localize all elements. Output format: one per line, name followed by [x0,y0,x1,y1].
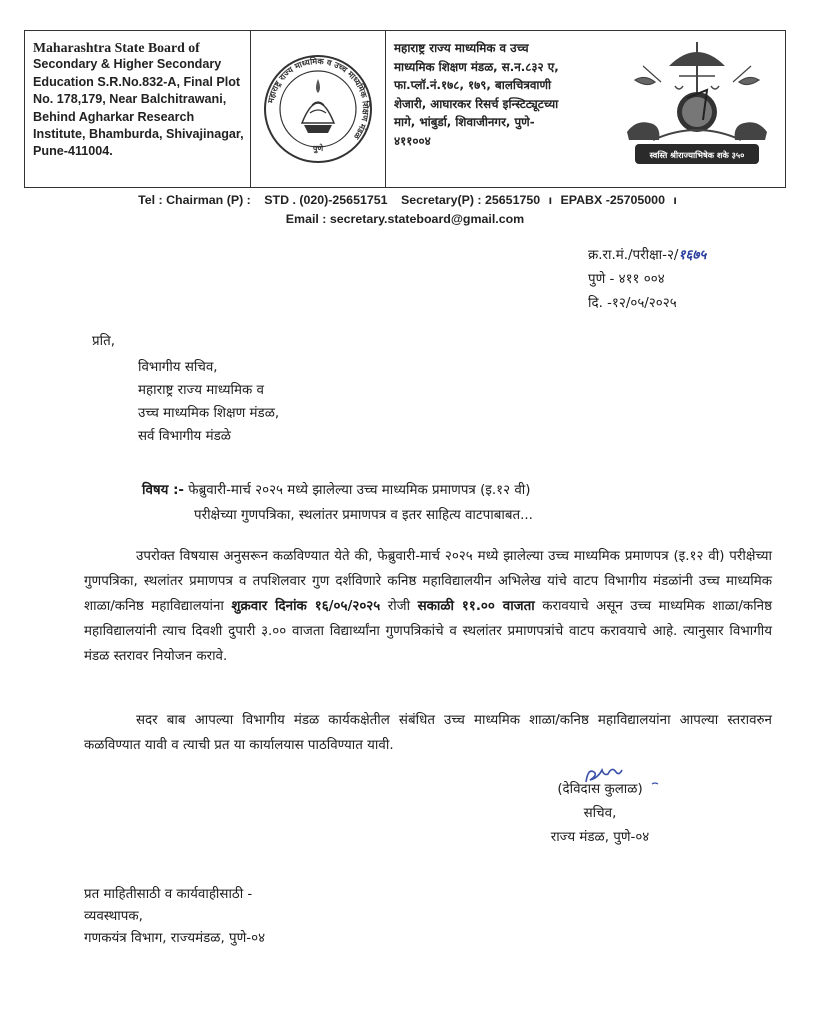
body-text: रोजी [387,599,411,614]
signature-block [500,778,700,850]
reference-block [588,244,706,316]
seal-ring-text: महाराष्ट्र राज्य माध्यमिक व उच्च माध्यमिक शिक्षण मंडळ [265,55,372,142]
board-address-line: Institute, Bhamburda, Shivajinagar, [33,127,244,142]
salutation: प्रति, [92,334,115,349]
copy-to-block [84,884,265,950]
copy-to-recipient: व्यवस्थापक, [84,909,143,924]
recipient-line: सर्व विभागीय मंडळे [138,429,231,444]
reference-number-prefix: क्र.रा.मं./परीक्षा-२/ [588,248,679,263]
std-phone: STD . (020)-25651751 [264,193,388,207]
separator: ı [548,193,553,207]
board-address-line: ४११००४ [394,133,431,148]
chairman-phone-label: Tel : Chairman (P) : [138,193,251,207]
distribution-time: सकाळी ११.०० वाजता [417,599,535,614]
email-address: Email : secretary.stateboard@gmail.com [285,212,525,226]
emblem-icon [613,36,781,182]
distribution-date: शुक्रवार दिनांक १६/०५/२०२५ [231,599,381,614]
seal-city: पुणे [312,144,324,153]
board-address-marathi [386,31,608,187]
body-text: करावयाचे असून उच्च माध्यमिक शाळा/कनिष्ठ महाविद्यालयांनी त्याच दिवशी दुपारी ३.०० वाजता विद्यार्थ्यांना गुणपत्रिकांचे व स्थलांतर प्रमाणपत्रांचे वाटप करावयाचे आहे. त्यानुसार विभागीय मंडळ स्तरावर नियोजन करावे. [84,599,772,664]
letterhead [24,30,786,188]
board-address-line: Behind Agharkar Research [33,109,195,124]
board-address-line: माध्यमिक शिक्षण मंडळ, स.न.८३२ ए, [394,59,559,74]
subject-line-1: फेब्रुवारी-मार्च २०२५ मध्ये झालेल्या उच्च माध्यमिक प्रमाणपत्र (इ.१२ वी) [188,483,531,498]
subject-line-2: परीक्षेच्या गुणपत्रिका, स्थलांतर प्रमाणपत्र व इतर साहित्य वाटपाबाबत... [194,508,533,523]
reference-date: दि. -१२/०५/२०२५ [588,296,677,311]
signatory-office: राज्य मंडळ, पुणे-०४ [550,830,650,845]
signatory-designation: सचिव, [583,806,617,821]
body-text: उपरोक्त विषयास अनुसरून कळविण्यात येते की, फेब्रुवारी-मार्च २०२५ मध्ये झालेल्या उच्च माध्यमिक प्रमाणपत्र (इ.१२ वी) परीक्षेच्या गुणपत्रिका, स्थलांतर प्रमाणपत्र व तपशिलवार गुण दर्शविणारे कनिष्ठ महाविद्यालयीन अभिलेख यांचे वाटप विभागीय मंडळांनी उच्च माध्यमिक शाळा/कनिष्ठ महाविद्यालयांना [84,549,772,614]
copy-to-heading: प्रत माहितीसाठी व कार्यवाहीसाठी - [84,887,253,902]
board-address-line: महाराष्ट्र राज्य माध्यमिक व उच्च [394,41,529,55]
board-address-english [25,31,251,187]
board-seal [251,31,386,187]
contact-email-line [24,212,786,226]
separator: ı [673,193,677,207]
subject-label: विषय :- [142,483,184,498]
signatory-name: (देविदास कुलाळ) [557,782,643,797]
secretary-phone: Secretary(P) : 25651750 [400,193,541,207]
board-seal-icon [262,53,374,165]
recipient-line: विभागीय सचिव, [138,360,218,375]
board-address-line: शेजारी, आघारकर रिसर्च इन्स्टिट्यूटच्या [394,96,559,111]
recipient-line: महाराष्ट्र राज्य माध्यमिक व [138,383,264,398]
board-address-line: Education S.R.No.832-A, Final Plot [33,74,241,89]
board-address-line: Maharashtra State Board of [33,40,200,55]
subject-block [142,478,762,528]
board-address-line: Pune-411004. [33,144,113,159]
emblem-banner-text: स्वस्ति श्रीराज्याभिषेक शके ३५० [649,150,744,160]
board-address-line: फा.प्लॉ.नं.१७८, १७९, बालचित्रवाणी [394,78,552,93]
recipient-line: उच्च माध्यमिक शिक्षण मंडळ, [138,406,280,421]
reference-number-handwritten: १६७५ [678,248,707,263]
contact-phone-line [24,193,786,207]
reference-number [588,244,706,268]
reference-city: पुणे - ४११ ००४ [588,272,665,287]
state-emblem [608,31,785,187]
epabx-phone: EPABX -25705000 [560,193,665,207]
body-paragraph-2: सदर बाब आपल्या विभागीय मंडळ कार्यकक्षेतील संबंधित उच्च माध्यमिक शाळा/कनिष्ठ महाविद्यालयांना आपल्या स्तरावरुन कळविण्यात यावी व त्याची प्रत या कार्यालयास पाठविण्यात यावी. [84,713,772,753]
copy-to-department: गणकयंत्र विभाग, राज्यमंडळ, पुणे-०४ [84,931,266,946]
board-address-line: Secondary & Higher Secondary [33,57,222,72]
board-address-line: मागे, भांबुर्डा, शिवाजीनगर, पुणे- [394,115,535,130]
body-paragraph-1 [84,544,772,669]
recipient-address [138,356,279,448]
board-address-line: No. 178,179, Near Balchitrawani, [33,92,227,107]
